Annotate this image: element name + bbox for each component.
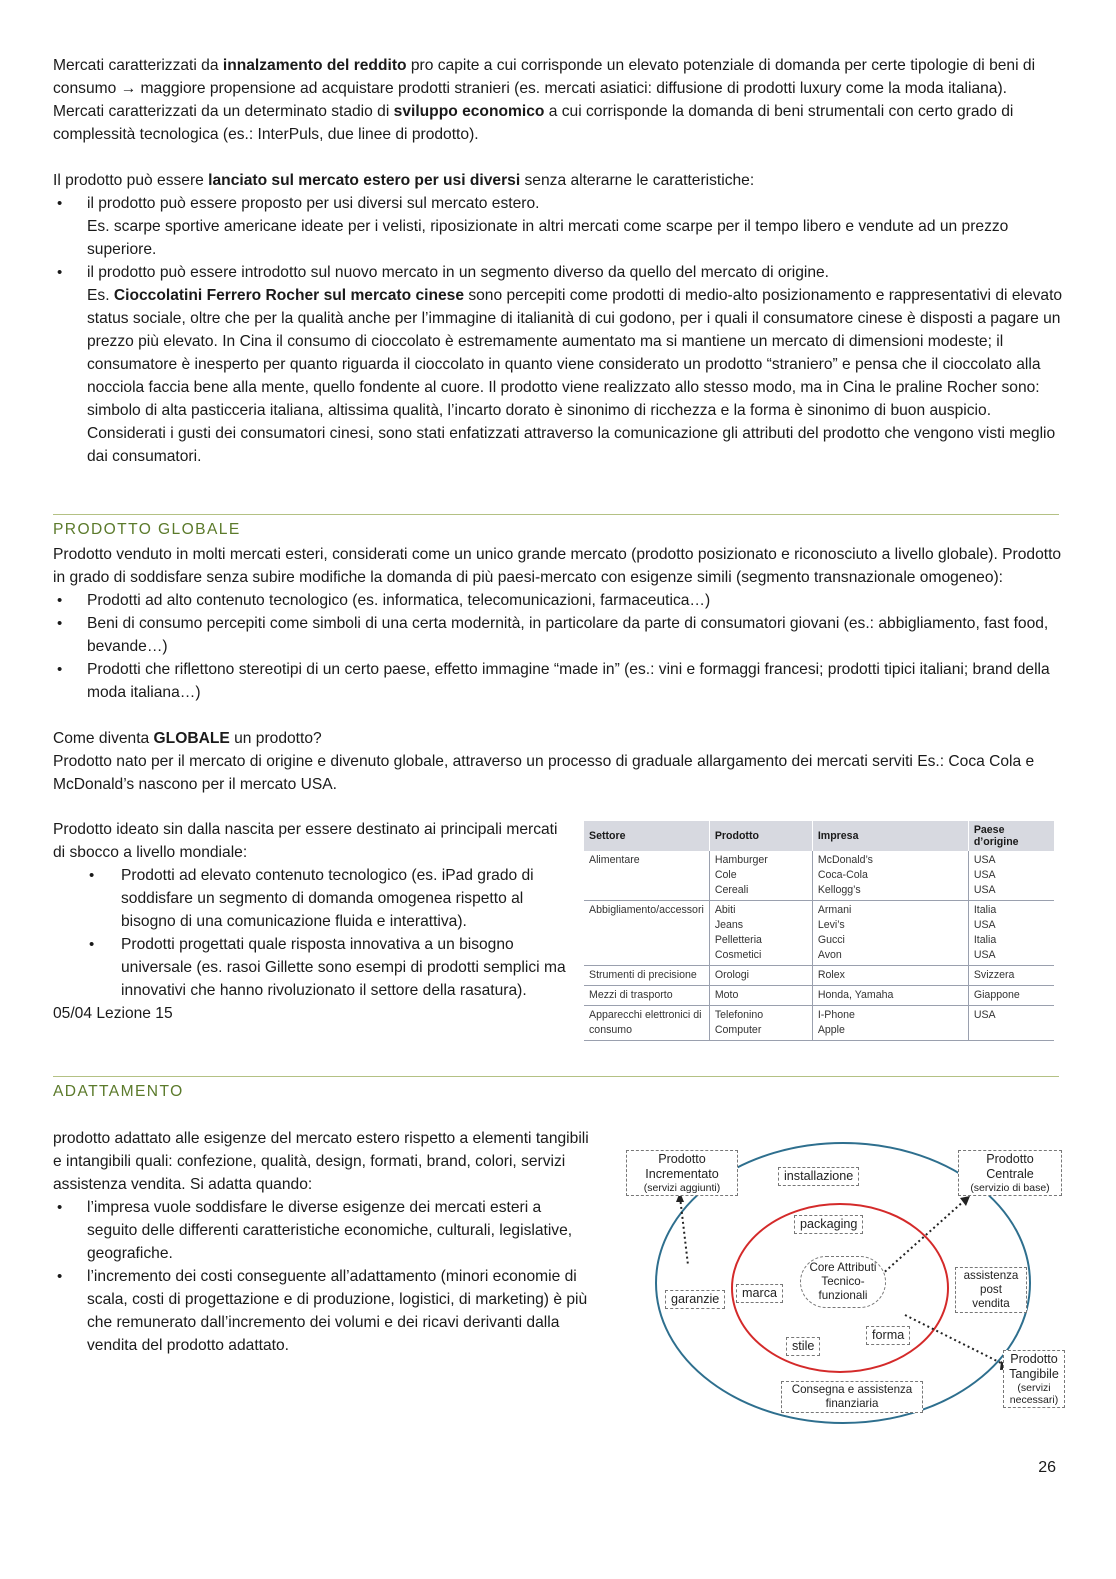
arrow-head — [960, 1196, 970, 1206]
table-cell: Alimentare — [584, 851, 709, 901]
page-number: 26 — [1038, 1459, 1056, 1476]
cell-line: USA — [973, 919, 996, 931]
table-header-row — [584, 821, 1054, 851]
label-installazione: installazione — [778, 1167, 859, 1186]
section-heading-adattamento: ADATTAMENTO — [53, 1076, 1059, 1101]
table-row — [584, 986, 1054, 1006]
table-cell — [709, 986, 812, 1006]
cell-line: Avon — [817, 949, 842, 961]
label-stile: stile — [786, 1337, 820, 1356]
label-prodotto-tangibile: Prodotto Tangibile (servizi necessari) — [1003, 1350, 1065, 1408]
lesson-label: 05/04 Lezione 15 — [53, 1005, 173, 1022]
globale-paragraph-3: Prodotto ideato sin dalla nascita per essere destinato ai principali mercati di sbocco a livello mondiale: — [53, 821, 558, 861]
cell-line: Kellogg’s — [817, 884, 861, 896]
table-cell — [812, 901, 968, 966]
table-row — [584, 851, 1054, 901]
table-cell — [812, 851, 968, 901]
list-item: • Beni di consumo percepiti come simboli di una certa modernità, in particolare da parte di consumatori giovani (es.: abbigliamento, fast food, bevande…) — [53, 612, 1063, 658]
list-item: • Prodotti che riflettono stereotipi di un certo paese, effetto immagine “made in” (es.: vini e formaggi francesi; prodotti tipici italiani; brand della moda italiana…) — [53, 658, 1063, 704]
label-marca: marca — [736, 1284, 783, 1303]
label-packaging: packaging — [794, 1215, 863, 1234]
table-cell: Mezzi di trasporto — [584, 986, 709, 1006]
cell-line: USA — [973, 949, 996, 961]
cell-line: USA — [973, 1009, 996, 1021]
table-cell — [709, 966, 812, 986]
table-row — [584, 966, 1054, 986]
cell-line: Italia — [973, 904, 997, 916]
table-cell — [968, 851, 1054, 901]
cell-line: Armani — [817, 904, 852, 916]
cell-line: Giappone — [973, 989, 1020, 1001]
globale-section — [53, 543, 1063, 796]
table-cell — [812, 986, 968, 1006]
table-header: Prodotto — [709, 821, 812, 851]
table-cell: Strumenti di precisione — [584, 966, 709, 986]
table-cell — [709, 1006, 812, 1041]
table-body — [584, 851, 1054, 1041]
label-consegna: Consegna e assistenza finanziaria — [781, 1381, 923, 1413]
intro-paragraph-3: Il prodotto può essere lanciato sul mercato estero per usi diversi senza alterarne le caratteristiche: — [53, 172, 755, 189]
cell-line: USA — [973, 854, 996, 866]
table-cell — [968, 901, 1054, 966]
example-text: Es. Cioccolatini Ferrero Rocher sul mercato cinese sono percepiti come prodotti di medio-alto posizionamento e rappresentativi di elevato status sociale, oltre che per la qualità anche per l’immagine di italianità di cui godono, per i quali il consumatore cinese è disposti a pagare un prezzo più elevato. In Cina il consumo di cioccolato è estremamente aumentato ma si mantiene un mercato di dimensioni modeste; il consumatore è inesperto per quanto riguarda il cioccolato in quanto viene considerato un prodotto “straniero” e pensa che il cioccolato alla nocciola faccia bene alla mente, quello fondente al cuore. Il prodotto viene realizzato allo stesso modo, ma in Cina le praline Rocher sono: simbolo di alta pasticceria italiana, altissima qualità, l’incarto dorato è sinonimo di ricchezza e la forma è sinonimo di buon auspicio. Considerati i gusti dei consumatori cinesi, sono stati enfatizzati attraverso la comunicazione gli attributi del prodotto che vengono visti meglio dai consumatori. — [87, 287, 1063, 465]
globale-question: Come diventa GLOBALE un prodotto? — [53, 730, 322, 747]
globale-subsection — [53, 818, 573, 1025]
list-item: • l’impresa vuole soddisfare le diverse esigenze dei mercati esteri a seguito delle differenti caratteristiche economiche, culturali, legislative, geografiche. — [53, 1196, 593, 1265]
global-products-table — [584, 821, 1054, 1041]
cell-line: Cosmetici — [714, 949, 762, 961]
globale-paragraph-2: Prodotto nato per il mercato di origine e divenuto globale, attraverso un processo di graduale allargamento dei mercati serviti Es.: Coca Cola e McDonald’s nascono per il mercato USA. — [53, 753, 1035, 793]
cell-line: Cereali — [714, 884, 749, 896]
cell-line: USA — [973, 869, 996, 881]
cell-line: Apple — [817, 1024, 845, 1036]
cell-line: Moto — [714, 989, 739, 1001]
table-cell — [968, 986, 1054, 1006]
cell-line: Hamburger — [714, 854, 768, 866]
cell-line: Gucci — [817, 934, 845, 946]
cell-line: Svizzera — [973, 969, 1015, 981]
table-cell — [812, 966, 968, 986]
table-cell — [709, 901, 812, 966]
cell-line: McDonald’s — [817, 854, 873, 866]
table-cell: Apparecchi elettronici di consumo — [584, 1006, 709, 1041]
table-header: Paese d’origine — [968, 821, 1054, 851]
label-prodotto-centrale: Prodotto Centrale (servizio di base) — [958, 1150, 1062, 1196]
table-row — [584, 1006, 1054, 1041]
cell-line: Rolex — [817, 969, 845, 981]
cell-line: USA — [973, 884, 996, 896]
cell-line: Coca-Cola — [817, 869, 868, 881]
cell-line: Abiti — [714, 904, 736, 916]
adattamento-section — [53, 1127, 593, 1357]
label-forma: forma — [866, 1326, 910, 1345]
globale-paragraph: Prodotto venduto in molti mercati esteri, considerati come un unico grande mercato (prodotto posizionato e riconosciuto a livello globale). Prodotto in grado di soddisfare senza subire modifiche la domanda di più paesi-mercato con esigenze simili (segmento transnazionale omogeneo): — [53, 546, 1062, 586]
table-header: Settore — [584, 821, 709, 851]
intro-paragraph-2: Mercati caratterizzati da un determinato stadio di sviluppo economico a cui corrisponde la domanda di beni strumentali con certo grado di complessità tecnologica (es.: InterPuls, due linee di prodotto). — [53, 103, 1014, 143]
table-cell — [709, 851, 812, 901]
intro-paragraph-1: Mercati caratterizzati da innalzamento del reddito pro capite a cui corrisponde un elevato potenziale di domanda per certe tipologie di beni di consumo → maggiore propensione ad acquistare prodotti stranieri (es. mercati asiatici: diffusione di prodotti luxury come la moda italiana). — [53, 57, 1036, 97]
label-garanzie: garanzie — [665, 1290, 725, 1309]
table-cell — [812, 1006, 968, 1041]
table-cell — [968, 1006, 1054, 1041]
adattamento-paragraph: prodotto adattato alle esigenze del mercato estero rispetto a elementi tangibili e intangibili quali: confezione, qualità, design, formati, brand, colori, servizi assistenza vendita. Si adatta quando: — [53, 1130, 589, 1193]
list-item: • Prodotti ad elevato contenuto tecnologico (es. iPad grado di soddisfare un segmento di domanda omogenea rispetto al bisogno di una comunicazione fluida e interattiva). — [53, 864, 573, 933]
cell-line: I-Phone — [817, 1009, 855, 1021]
intro-section — [53, 54, 1063, 468]
table-cell: Abbigliamento/accessori — [584, 901, 709, 966]
cell-line: Orologi — [714, 969, 749, 981]
table-cell — [968, 966, 1054, 986]
cell-line: Computer — [714, 1024, 762, 1036]
cell-line: Telefonino — [714, 1009, 764, 1021]
table-row — [584, 901, 1054, 966]
cell-line: Pelletteria — [714, 934, 762, 946]
list-item: • Prodotti ad alto contenuto tecnologico (es. informatica, telecomunicazioni, farmaceutica…) — [53, 589, 1063, 612]
label-assistenza-post-vendita: assistenza post vendita — [955, 1267, 1027, 1313]
cell-line: Cole — [714, 869, 737, 881]
example-text: Es. scarpe sportive americane ideate per i velisti, riposizionate in altri mercati come scarpe per il tempo libero e vendute ad un prezzo superiore. — [87, 218, 1009, 258]
label-core: Core Attributi Tecnico-funzionali — [800, 1256, 886, 1308]
cell-line: Honda, Yamaha — [817, 989, 894, 1001]
section-heading-globale: PRODOTTO GLOBALE — [53, 514, 1059, 539]
list-item: • Prodotti progettati quale risposta innovativa a un bisogno universale (es. rasoi Gillette sono esempi di prodotti semplici ma innovativi che hanno rivoluzionato il settore della rasatura). — [53, 933, 573, 1002]
cell-line: Levi’s — [817, 919, 845, 931]
list-item: • l’incremento dei costi conseguente all’adattamento (minori economie di scala, costi di progettazione e di produzione, logistici, di marketing) è più che remunerato dall’incremento dei volumi e dei ricavi derivanti dalla vendita del prodotto adattato. — [53, 1265, 593, 1357]
label-prodotto-incrementato: Prodotto Incrementato (servizi aggiunti) — [626, 1150, 738, 1196]
list-item: • il prodotto può essere proposto per usi diversi sul mercato estero. — [53, 192, 1063, 215]
arrow-tangibile — [905, 1315, 1005, 1365]
cell-line: Italia — [973, 934, 997, 946]
cell-line: Jeans — [714, 919, 744, 931]
table-header: Impresa — [812, 821, 968, 851]
product-levels-diagram — [620, 1140, 1075, 1430]
list-item: • il prodotto può essere introdotto sul nuovo mercato in un segmento diverso da quello del mercato di origine. — [53, 261, 1063, 284]
